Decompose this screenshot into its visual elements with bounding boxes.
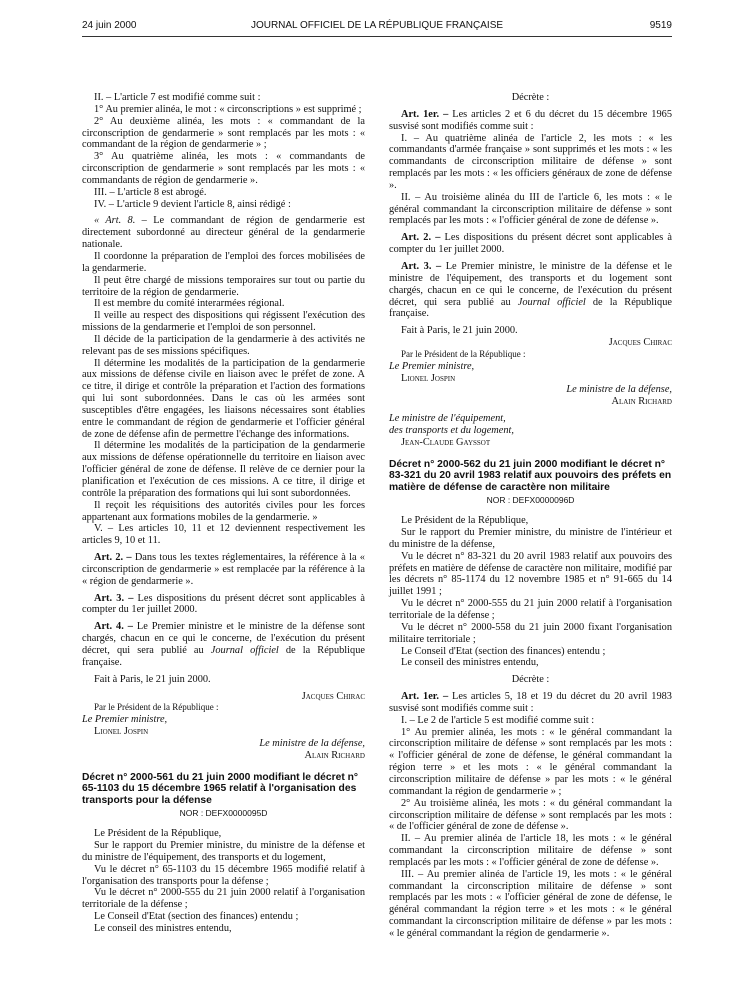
paragraph: Le conseil des ministres entendu, — [401, 657, 539, 669]
paragraph: Le Conseil d'Etat (section des finances) entendu ; — [94, 911, 299, 923]
signature-defense-name: Alain Richard — [611, 396, 672, 408]
signature-pm-name: Lionel Jospin — [94, 726, 149, 738]
left-column — [82, 92, 365, 935]
article-1: Art. 1er. – Les articles 2 et 6 du décret du 15 décembre 1965 susvisé sont modifiés comme suit : — [389, 108, 672, 132]
decree-561-nor: NOR : DEFX0000095D — [179, 808, 268, 819]
paragraph: Il détermine les modalités de la participation de la gendarmerie aux missions de défense opérationnelle du territoire en liaison avec l'officier général de zone de défense. Il relève de ce dernier pour la planification et l'exécution de ces missions. A ce titre, il dirige et contrôle la préparation des formations qui lui sont subordonnées. — [82, 440, 365, 499]
decree-561-title: Décret n° 2000-561 du 21 juin 2000 modifiant le décret n° 65-1103 du 15 décembre 1965 relatif à l'organisation des transports pour la défense — [82, 771, 359, 806]
article-4: Art. 4. – Le Premier ministre et le ministre de la défense sont chargés, chacun en ce qui le concerne, de l'exécution du présent décret, qui sera publié au Journal officiel de la République française. — [82, 621, 365, 668]
signature-equipment-title: Le ministre de l'équipement, — [389, 413, 506, 425]
signature-president: Jacques Chirac — [301, 690, 365, 702]
paragraph: 2° Au troisième alinéa, les mots : « du général commandant la circonscription militaire de défense » sont remplacés par les mots : « de l'officier général de zone de défense ». — [389, 797, 672, 833]
paragraph: Il est membre du comité interarmées régional. — [94, 298, 285, 310]
signature-mention: Par le Président de la République : — [401, 348, 526, 359]
signature-equipment-title-2: des transports et du logement, — [389, 424, 514, 436]
article-1: Art. 1er. – Les articles 5, 18 et 19 du décret du 20 avril 1983 susvisé sont modifiés comme suit : — [389, 691, 672, 714]
paragraph: Le Président de la République, — [94, 828, 222, 840]
article-2: Art. 2. – Dans tous les textes réglementaires, la référence à la « circonscription de gendarmerie » est remplacée par la référence à la « région de gendarmerie ». — [82, 552, 365, 587]
decree-562-nor: NOR : DEFX0000096D — [486, 495, 575, 506]
paragraph: Vu le décret n° 2000-555 du 21 juin 2000 relatif à l'organisation territoriale de la défense ; — [82, 887, 365, 911]
paragraph: Il détermine les modalités de la participation de la gendarmerie aux missions de défense civile en liaison avec le préfet de zone. A ce titre, il dirige et contrôle la préparation et l'action des formations qui lui sont subordonnées. Dans le cas où les armées sont susceptibles d'être engagées, les liaisons nécessaires sont établies entre le commandant de région de gendarmerie et l'officier général de zone de défense afin de permettre l'échange des informations. — [82, 357, 365, 440]
paragraph: 1° Au premier alinéa, les mots : « le général commandant la circonscription militaire de défense » sont remplacés par les mots : « l'officier général de zone de défense, le général commandant la région terre » et les mots : « le général commandant la circonscription militaire de défense » par les mots : « le général commandant la région de gendarmerie » ; — [389, 726, 672, 797]
article-3: Art. 3. – Les dispositions du présent décret sont applicables à compter du 1er juillet 2000. — [82, 592, 365, 616]
signature-mention: Par le Président de la République : — [94, 702, 219, 713]
decree-562-title: Décret n° 2000-562 du 21 juin 2000 modifiant le décret n° 83-321 du 20 avril 1983 relatif aux pouvoirs des préfets en matière de défense de caractère non militaire — [389, 458, 672, 493]
signature-pm-title: Le Premier ministre, — [389, 360, 475, 372]
paragraph: 1° Au premier alinéa, le mot : « circonscriptions » est supprimé ; — [94, 103, 362, 115]
paragraph: III. – Au premier alinéa de l'article 19, les mots : « le général commandant la circonscription militaire de défense » sont remplacés par les mots : « l'officier général de zone de défense, le général commandant la région terre » et les mots : « le général commandant la circonscription militaire de défense » par les mots : « le général commandant la région de gendarmerie ». — [389, 868, 672, 939]
article-2: Art. 2. – Les dispositions du présent décret sont applicables à compter du 1er juillet 2000. — [389, 232, 672, 256]
paragraph: Vu le décret n° 83-321 du 20 avril 1983 relatif aux pouvoirs des préfets en matière de défense de caractère non militaire, modifié par les décrets n° 85-1174 du 12 novembre 1985 et n° 91-665 du 14 juillet 1991 ; — [389, 550, 672, 598]
paragraph: II. – L'article 7 est modifié comme suit : — [94, 92, 261, 103]
paragraph: Vu le décret n° 65-1103 du 15 décembre 1965 modifié relatif à l'organisation des transports pour la défense ; — [82, 863, 365, 887]
paragraph: Il décide de la participation de la gendarmerie à des activités ne relevant pas de ses missions spécifiques. — [82, 333, 365, 357]
paragraph: 3° Au quatrième alinéa, les mots : « commandants de circonscription de gendarmerie » sont remplacés par les mots : « commandants de région de gendarmerie ». — [82, 151, 365, 186]
signature-defense-title: Le ministre de la défense, — [259, 737, 365, 749]
paragraph: Sur le rapport du Premier ministre, du ministre de la défense et du ministre de l'équipement, des transports et du logement, — [82, 840, 365, 863]
header-date: 24 juin 2000 — [82, 20, 137, 31]
paragraph: Il reçoit les réquisitions des autorités civiles pour les forces appartenant aux formations mobiles de la gendarmerie. » — [82, 499, 365, 523]
paragraph: IV. – L'article 9 devient l'article 8, ainsi rédigé : — [94, 198, 291, 210]
paragraph: Le Conseil d'Etat (section des finances) entendu ; — [401, 645, 606, 657]
paragraph: II. – Au premier alinéa de l'article 18, les mots : « le général commandant la circonscription militaire de défense » sont remplacés par les mots : « l'officier général de zone de défense ». — [389, 833, 672, 868]
paragraph: Vu le décret n° 2000-558 du 21 juin 2000 fixant l'organisation militaire territoriale ; — [389, 621, 672, 645]
signature-equipment-name: Jean-Claude Gayssot — [401, 436, 491, 448]
signature-defense-title: Le ministre de la défense, — [566, 384, 672, 396]
paragraph: Le conseil des ministres entendu, — [94, 922, 232, 934]
article-3: Art. 3. – Le Premier ministre, le ministre de la défense et le ministre de l'équipement, des transports et du logement sont chargés, chacun en ce qui le concerne, de l'exécution du présent décret, qui sera publié au Journal officiel de la République française. — [389, 260, 673, 320]
paragraph: Il veille au respect des dispositions qui régissent l'exécution des missions de la gendarmerie et l'emploi de son personnel. — [82, 310, 365, 334]
signature-pm-name: Lionel Jospin — [401, 372, 456, 384]
paragraph: Vu le décret n° 2000-555 du 21 juin 2000 relatif à l'organisation territoriale de la défense ; — [389, 598, 672, 621]
paragraph: I. – Au quatrième alinéa de l'article 2, les mots : « les commandants d'armée française » sont supprimés et les mots : « les commandants de circonscription militaire de défense » sont remplacés par les mots : « les officiers généraux de zone de défense ». — [389, 132, 672, 191]
decrete-heading: Décrète : — [511, 92, 550, 103]
paragraph: Il coordonne la préparation de l'emploi des forces mobilisées de la gendarmerie. — [82, 250, 365, 274]
signature-date: Fait à Paris, le 21 juin 2000. — [94, 673, 211, 685]
paragraph: 2° Au deuxième alinéa, les mots : « commandant de la circonscription de gendarmerie » sont remplacés par les mots : « commandant de la région de gendarmerie » ; — [82, 115, 365, 151]
decrete-heading: Décrète : — [511, 674, 550, 686]
paragraph: II. – Au troisième alinéa du III de l'article 6, les mots : « le général commandant la circonscription militaire de défense » sont remplacés par les mots : « l'officier général de zone de défense ». — [389, 191, 672, 227]
article-8-paragraph: « Art. 8. – Le commandant de région de gendarmerie est directement subordonné au directeur général de la gendarmerie nationale. — [82, 215, 365, 251]
right-column — [389, 92, 672, 940]
signature-date: Fait à Paris, le 21 juin 2000. — [401, 325, 518, 337]
header-rule — [82, 36, 672, 37]
signature-president: Jacques Chirac — [608, 337, 672, 349]
article-8-lead: « Art. 8. – — [94, 215, 147, 227]
header-page-number: 9519 — [649, 20, 672, 31]
header-journal-title: JOURNAL OFFICIEL DE LA RÉPUBLIQUE FRANÇAISE — [250, 20, 504, 31]
signature-pm-title: Le Premier ministre, — [82, 714, 168, 726]
paragraph: III. – L'article 8 est abrogé. — [94, 186, 207, 198]
paragraph: Sur le rapport du Premier ministre, du ministre de l'intérieur et du ministre de la défense, — [389, 527, 672, 550]
paragraph: V. – Les articles 10, 11 et 12 deviennent respectivement les articles 9, 10 et 11. — [82, 523, 365, 547]
paragraph: Il peut être chargé de missions temporaires sur tout ou partie du territoire de la région de gendarmerie. — [82, 274, 365, 298]
signature-defense-name: Alain Richard — [304, 749, 365, 761]
paragraph: I. – Le 2 de l'article 5 est modifié comme suit : — [401, 714, 595, 726]
paragraph: Le Président de la République, — [401, 515, 529, 527]
